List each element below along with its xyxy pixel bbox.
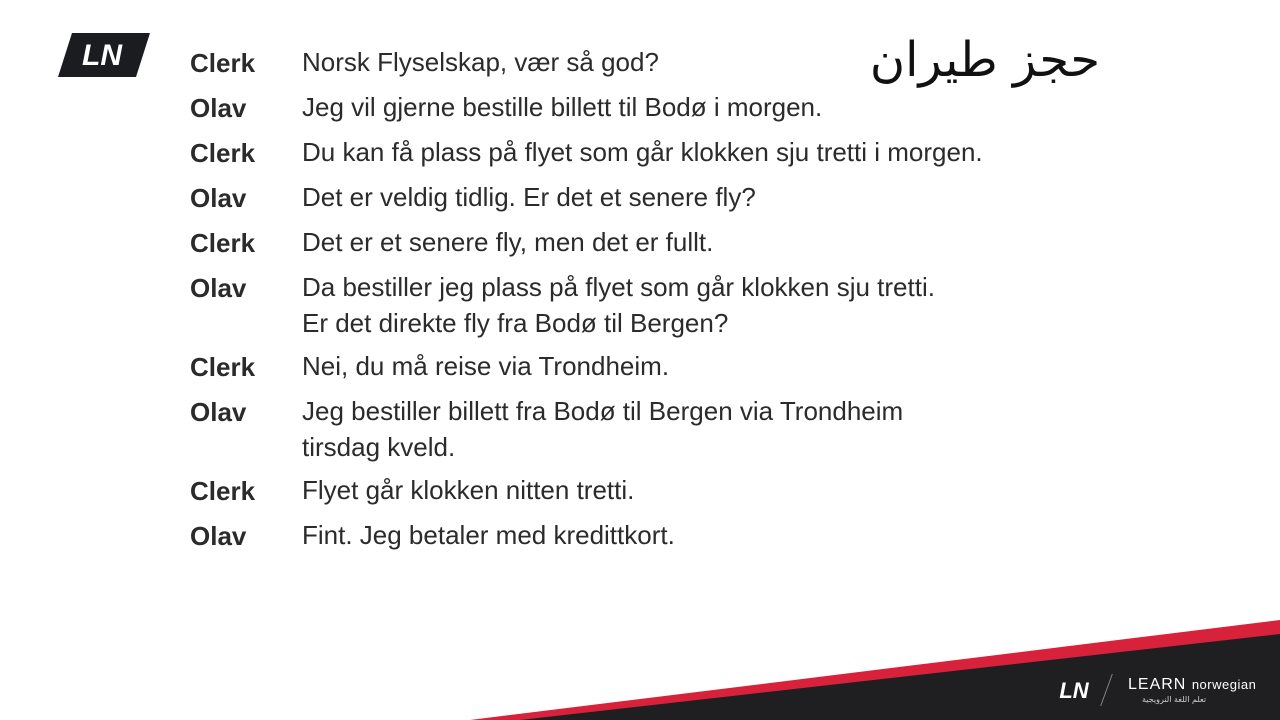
ln-footer-logo-icon [1048, 677, 1100, 703]
logo-text: LN [82, 39, 122, 72]
page-title: حجز طيران [869, 32, 1101, 88]
brand-main: LEARN [1128, 676, 1187, 693]
speaker-label: Olav [190, 183, 247, 213]
speaker-label: Olav [190, 521, 247, 551]
speaker-label: Olav [190, 397, 247, 427]
dialogue-line: Jeg vil gjerne bestille billett til Bodø i morgen. [302, 92, 823, 122]
brand-arabic: تعلم اللغة النرويجية [1142, 695, 1207, 704]
speaker-label: Clerk [190, 138, 256, 168]
brand-sub: norwegian [1191, 677, 1257, 692]
dialogue-line: tirsdag kveld. [302, 432, 456, 462]
dialogue-line: Flyet går klokken nitten tretti. [302, 475, 635, 505]
speaker-label: Clerk [190, 228, 256, 258]
footer-band [0, 612, 1280, 720]
dialogue-row [190, 269, 1150, 341]
dialogue-line: Er det direkte fly fra Bodø til Bergen? [302, 308, 729, 338]
dialogue-row [190, 517, 1150, 555]
dialogue-row [190, 348, 1150, 386]
speaker-label: Olav [190, 273, 247, 303]
dialogue-line: Du kan få plass på flyet som går klokken sju tretti i morgen. [302, 137, 983, 167]
dialogue-row [190, 224, 1150, 262]
dialogue-row [190, 472, 1150, 510]
dialogue-row [190, 89, 1150, 127]
dialogue-row [190, 393, 1150, 465]
dialogue-line: Norsk Flyselskap, vær så god? [302, 47, 659, 77]
speaker-label: Clerk [190, 352, 256, 382]
speaker-label: Olav [190, 93, 247, 123]
dialogue-line: Da bestiller jeg plass på flyet som går klokken sju tretti. [302, 272, 935, 302]
brand-name [1128, 676, 1256, 694]
dialogue-line: Det er et senere fly, men det er fullt. [302, 227, 714, 257]
footer-logo-text: LN [1059, 678, 1089, 703]
ln-logo-icon [58, 33, 150, 77]
dialogue-line: Jeg bestiller billett fra Bodø til Bergen via Trondheim [302, 396, 904, 426]
speaker-label: Clerk [190, 48, 256, 78]
speaker-label: Clerk [190, 476, 256, 506]
dialogue-list [190, 44, 1150, 562]
dialogue-line: Det er veldig tidlig. Er det et senere fly? [302, 182, 756, 212]
dialogue-line: Fint. Jeg betaler med kredittkort. [302, 520, 675, 550]
dialogue-row [190, 44, 1150, 82]
dialogue-row [190, 134, 1150, 172]
dialogue-line: Nei, du må reise via Trondheim. [302, 351, 670, 381]
dialogue-row [190, 179, 1150, 217]
